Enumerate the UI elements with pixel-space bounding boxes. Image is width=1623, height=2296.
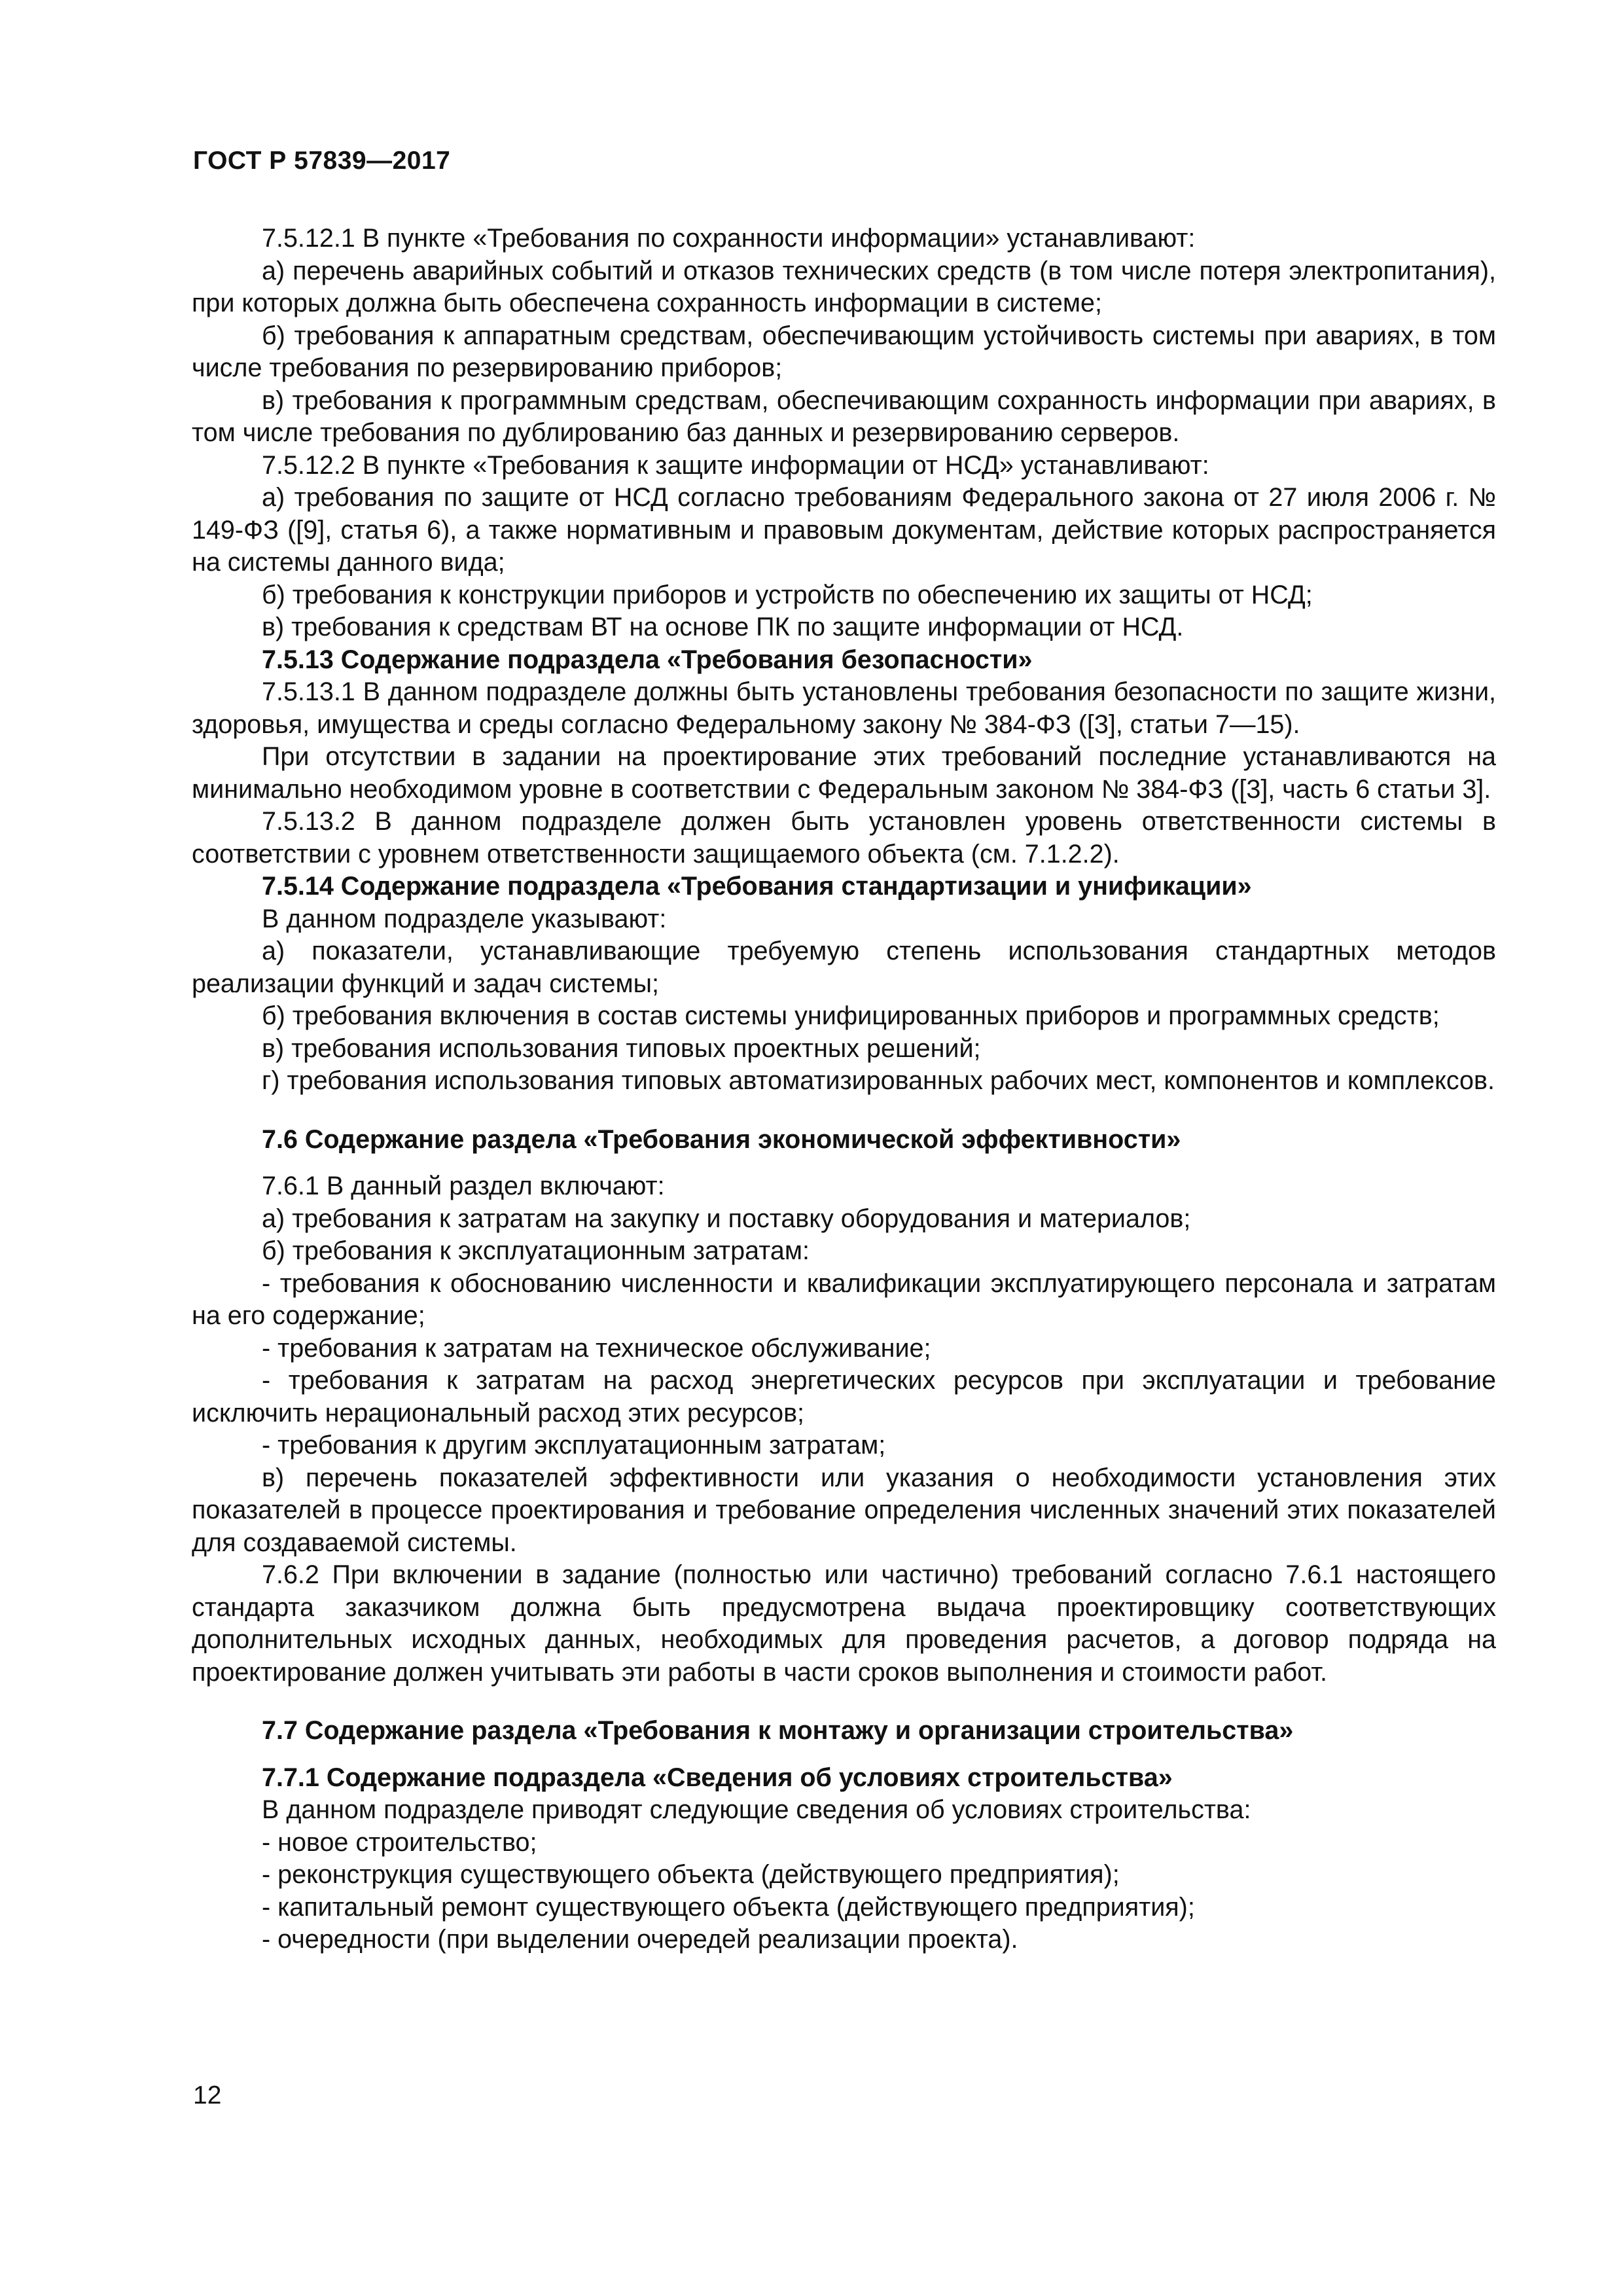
paragraph: В данном подразделе приводят следующие сведения об условиях строительства: xyxy=(262,1795,1251,1824)
list-item: а) требования по защите от НСД согласно требованиям Федерального закона от 27 июля 2006 г. № 149-ФЗ ([9], статья 6), а также нормативным и правовым документам, действие которых распространяется на системы данного вида; xyxy=(192,483,1496,577)
list-item: - требования к затратам на техническое обслуживание; xyxy=(262,1333,931,1363)
list-item: а) показатели, устанавливающие требуемую степень использования стандартных методов реализации функций и задач системы; xyxy=(192,937,1496,998)
list-item: - требования к обоснованию численности и квалификации эксплуатирующего персонала и затратам на его содержание; xyxy=(192,1268,1496,1330)
paragraph: 7.5.13.1 В данном подразделе должны быть установлены требования безопасности по защите жизни, здоровья, имущества и среды согласно Федеральному закону № 384-ФЗ ([3], статьи 7—15). xyxy=(192,677,1496,739)
list-item: в) требования к программным средствам, обеспечивающим сохранность информации при авариях, в том числе требования по дублированию баз данных и резервированию серверов. xyxy=(192,386,1496,447)
page-number: 12 xyxy=(193,2081,222,2109)
paragraph: 7.6.2 При включении в задание (полностью или частично) требований согласно 7.6.1 настоящего стандарта заказчиком должна быть предусмотрена выдача проектировщику соответствующих дополнительных исходных данных, необходимых для проведения расчетов, а договор подряда на проектирование должен учитывать эти работы в части сроков выполнения и стоимости работ. xyxy=(192,1560,1496,1687)
list-item: - требования к другим эксплуатационным затратам; xyxy=(262,1431,886,1460)
paragraph: При отсутствии в задании на проектирование этих требований последние устанавливаются на минимально необходимом уровне в соответствии с Федеральным законом № 384-ФЗ ([3], часть 6 статьи 3]. xyxy=(192,742,1496,804)
list-item: - требования к затратам на расход энергетических ресурсов при эксплуатации и требование исключить нерациональный расход этих ресурсов; xyxy=(192,1366,1496,1427)
section-heading: 7.7.1 Содержание подраздела «Сведения об условиях строительства» xyxy=(262,1763,1173,1792)
list-item: г) требования использования типовых автоматизированных рабочих мест, компонентов и комплексов. xyxy=(262,1066,1495,1095)
list-item: б) требования к эксплуатационным затратам: xyxy=(262,1236,810,1265)
list-item: в) перечень показателей эффективности или указания о необходимости установления этих показателей в процессе проектирования и требование определения численных значений этих показателей для создаваемой системы. xyxy=(192,1463,1496,1557)
list-item: б) требования к аппаратным средствам, обеспечивающим устойчивость системы при авариях, в том числе требования по резервированию приборов; xyxy=(192,321,1496,382)
paragraph: В данном подразделе указывают: xyxy=(262,904,667,933)
section-heading: 7.6 Содержание раздела «Требования экономической эффективности» xyxy=(262,1124,1181,1154)
paragraph: 7.6.1 В данный раздел включают: xyxy=(262,1172,665,1200)
document-header: ГОСТ Р 57839—2017 xyxy=(193,147,451,175)
list-item: б) требования к конструкции приборов и устройств по обеспечению их защиты от НСД; xyxy=(262,580,1313,609)
section-heading: 7.7 Содержание раздела «Требования к монтажу и организации строительства» xyxy=(262,1716,1294,1745)
list-item: - новое строительство; xyxy=(262,1827,537,1857)
section-heading: 7.5.13 Содержание подраздела «Требования безопасности» xyxy=(262,645,1033,674)
paragraph: 7.5.12.1 В пункте «Требования по сохранности информации» устанавливают: xyxy=(262,224,1196,253)
list-item: в) требования использования типовых проектных решений; xyxy=(262,1033,981,1063)
section-heading: 7.5.14 Содержание подраздела «Требования стандартизации и унификации» xyxy=(262,872,1252,901)
list-item: б) требования включения в состав системы унифицированных приборов и программных средств; xyxy=(262,1001,1440,1030)
list-item: а) перечень аварийных событий и отказов технических средств (в том числе потеря электропитания), при которых должна быть обеспечена сохранность информации в системе; xyxy=(192,256,1496,317)
document-body xyxy=(192,223,1496,1956)
list-item: - капитальный ремонт существующего объекта (действующего предприятия); xyxy=(262,1892,1195,1922)
paragraph: 7.5.12.2 В пункте «Требования к защите информации от НСД» устанавливают: xyxy=(262,450,1209,480)
list-item: а) требования к затратам на закупку и поставку оборудования и материалов; xyxy=(262,1204,1191,1233)
list-item: - очередности (при выделении очередей реализации проекта). xyxy=(262,1925,1018,1954)
paragraph: 7.5.13.2 В данном подразделе должен быть установлен уровень ответственности системы в соответствии с уровнем ответственности защищаемого объекта (см. 7.1.2.2). xyxy=(192,807,1496,869)
list-item: - реконструкция существующего объекта (действующего предприятия); xyxy=(262,1860,1120,1889)
list-item: в) требования к средствам ВТ на основе ПК по защите информации от НСД. xyxy=(262,613,1184,641)
